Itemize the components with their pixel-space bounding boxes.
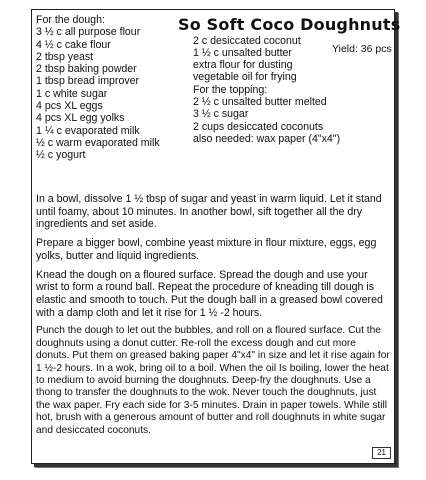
recipe-yield: Yield: 36 pcs xyxy=(332,43,392,55)
ingredient-line: extra flour for dusting xyxy=(193,59,293,72)
ingredient-line: 4 ½ c cake flour xyxy=(36,38,111,51)
ingredients-right-column xyxy=(193,35,340,146)
instruction-paragraph: Prepare a bigger bowl, combine yeast mixture in flour mixture, eggs, egg yolks, butter and liquid ingredients. xyxy=(36,237,377,262)
recipe-page xyxy=(31,9,401,464)
ingredient-line: 4 pcs XL eggs xyxy=(36,100,103,113)
ingredient-line: 3 ½ c all purpose flour xyxy=(36,26,141,39)
ingredient-line: 2 tbsp baking powder xyxy=(36,63,137,76)
ingredient-line: For the topping: xyxy=(193,83,268,96)
ingredient-line: 2 tbsp yeast xyxy=(36,50,94,63)
ingredient-line: 3 ½ c sugar xyxy=(193,108,249,121)
ingredient-line: 2 c desiccated coconut xyxy=(193,34,301,47)
ingredient-line: 1 ¼ c evaporated milk xyxy=(36,124,140,137)
instructions xyxy=(36,193,391,443)
ingredient-line: For the dough: xyxy=(36,14,105,26)
ingredient-line: vegetable oil for frying xyxy=(193,71,297,84)
ingredient-line: 4 pcs XL egg yolks xyxy=(36,112,125,125)
ingredient-line: 1 ½ c unsalted butter xyxy=(193,46,292,59)
instruction-paragraph: Punch the dough to let out the bubbles, and roll on a floured surface. Cut the doughnuts using a donut cutter. Re-roll the excess dough and cut more donuts. Put them on greased baking paper 4"x4" in size and let it rise again for 1 ½-2 hours. In a wok, bring oil to a boil. When the oil Is boiling, lower the heat to medium to avoid burning the doughnuts. Deep-fry the doughnuts. Use a thong to transfer the doughnuts to the wok. Never touch the doughnuts, just the wax paper. Fry each side for 3-5 minutes. Drain in paper towels. While still hot, brush with a generous amount of butter and roll doughnuts in white sugar and desiccated coconuts. xyxy=(36,325,390,436)
ingredient-line: 2 ½ c unsalted butter melted xyxy=(193,96,327,109)
ingredient-line: ½ c yogurt xyxy=(36,149,86,162)
ingredient-line: 1 tbsp bread improver xyxy=(36,75,140,88)
ingredient-line: 2 cups desiccated coconuts xyxy=(193,120,324,133)
ingredient-line: also needed: wax paper (4"x4") xyxy=(193,132,341,145)
ingredient-line: 1 c white sugar xyxy=(36,87,108,100)
ingredients-left-column xyxy=(36,14,160,162)
recipe-title: So Soft Coco Doughnuts xyxy=(178,15,401,34)
ingredient-line: ½ c warm evaporated milk xyxy=(36,136,160,149)
instruction-paragraph: In a bowl, dissolve 1 ½ tbsp of sugar and yeast in warm liquid. Let it stand until foamy, about 10 minutes. In another bowl, sift together all the dry ingredients and set aside. xyxy=(36,193,382,231)
page-number: 21 xyxy=(372,447,391,459)
instruction-paragraph: Knead the dough on a floured surface. Spread the dough and use your wrist to form a round ball. Repeat the procedure of kneading till dough is elastic and smooth to touch. Put the dough ball in a greased bowl covered with a damp cloth and let it rise for 1 ½ -2 hours. xyxy=(36,268,383,319)
